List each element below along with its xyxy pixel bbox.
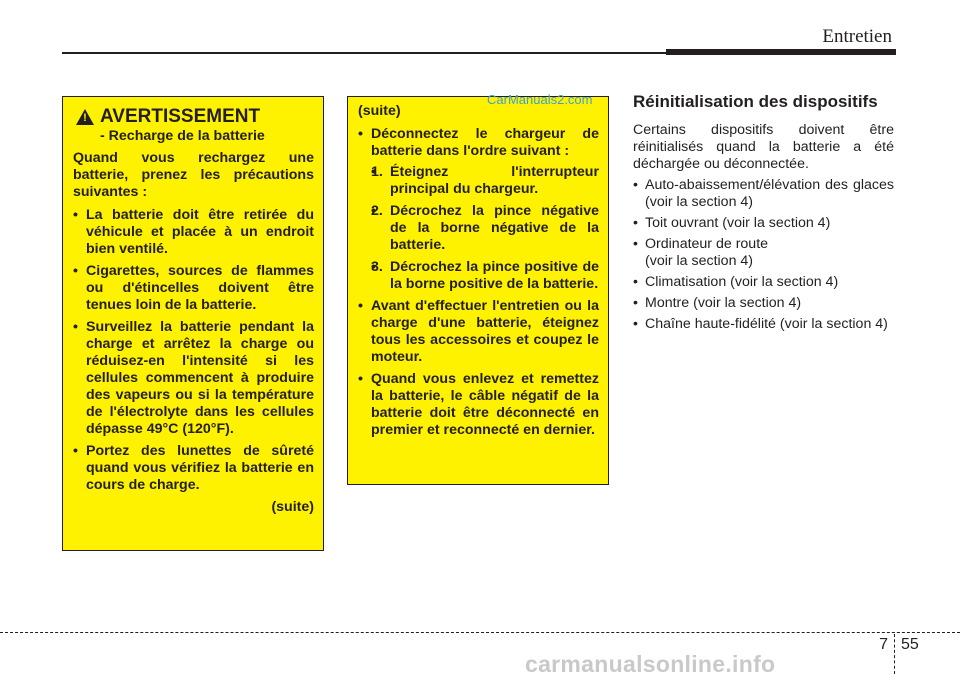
disconnect-steps: [371, 164, 599, 293]
warning-intro: Quand vous rechargez une batterie, prenez les précautions suivantes :: [73, 150, 314, 200]
step-number: • 3.: [371, 259, 383, 275]
reset-item: • Chaîne haute-fidélité (voir la section 4): [633, 316, 894, 333]
continued-bullet: • Quand vous enlevez et remettez la batterie, le câble négatif de la batterie doit être déconnecté en premier et reconnecté en dernier.: [358, 371, 599, 439]
warning-heading: AVERTISSEMENT: [100, 106, 261, 127]
reset-section: [633, 92, 894, 337]
reset-item: [633, 236, 894, 270]
disconnect-step: [371, 164, 599, 198]
warning-triangle-icon: !: [76, 109, 94, 125]
warning-list: [73, 207, 314, 494]
watermark-link[interactable]: CarManuals2.com: [487, 92, 593, 107]
continued-bullet-text: Déconnectez le chargeur de batterie dans l'ordre suivant :: [371, 126, 599, 159]
continued-heading: (suite): [358, 103, 401, 119]
footer-rule: [0, 632, 960, 633]
warning-bullet: • Cigarettes, sources de flammes ou d'étincelles doivent être tenues loin de la batterie.: [73, 263, 314, 314]
header-rule: [62, 52, 666, 54]
continued-warning-box: [347, 96, 609, 485]
reset-item: • Auto-abaissement/élévation des glaces (voir la section 4): [633, 177, 894, 211]
reset-item: • Montre (voir la section 4): [633, 295, 894, 312]
reset-list: [633, 177, 894, 333]
reset-section-title: Réinitialisation des dispositifs: [633, 92, 878, 111]
reset-item-text: (voir la section 4): [645, 253, 754, 269]
warning-box: [62, 96, 324, 551]
step-text: Décrochez la pince négative de la borne négative de la batterie.: [390, 203, 599, 253]
warning-subheading: - Recharge de la batterie: [100, 128, 265, 144]
header-bar: [666, 49, 896, 55]
continued-list: [358, 126, 599, 439]
warning-bullet: • Portez des lunettes de sûreté quand vous vérifiez la batterie en cours de charge.: [73, 443, 314, 494]
step-text: Décrochez la pince positive de la borne positive de la batterie.: [390, 259, 599, 292]
disconnect-step: [371, 259, 599, 293]
warning-bullet: • Surveillez la batterie pendant la charge et arrêtez la charge ou réduisez-en l'intensité si les cellules commencent à produire des vapeurs ou si la température de l'électrolyte dans les cellules dépasse 49°C (120°F).: [73, 319, 314, 438]
disconnect-step: [371, 203, 599, 254]
footer-separator: [894, 634, 895, 674]
reset-item-text: Ordinateur de route: [645, 236, 769, 252]
reset-section-intro: Certains dispositifs doivent être réinitialisés quand la batterie a été déchargée ou déconnectée.: [633, 122, 894, 172]
footer-watermark[interactable]: carmanualsonline.info: [525, 651, 776, 677]
continued-marker: (suite): [271, 499, 314, 515]
warning-heading-row: [73, 107, 314, 127]
page-number: 55: [901, 636, 919, 653]
step-number: • 2.: [371, 203, 383, 219]
continued-bullet: • Avant d'effectuer l'entretien ou la charge d'une batterie, éteignez tous les accessoires et coupez le moteur.: [358, 298, 599, 366]
chapter-number: 7: [879, 636, 888, 653]
step-text: Éteignez l'interrupteur principal du chargeur.: [390, 164, 599, 197]
reset-item: • Climatisation (voir la section 4): [633, 274, 894, 291]
step-number: • 1.: [371, 164, 383, 180]
continued-bullet: [358, 126, 599, 293]
reset-item: • Toit ouvrant (voir la section 4): [633, 215, 894, 232]
warning-bullet: • La batterie doit être retirée du véhicule et placée à un endroit bien ventilé.: [73, 207, 314, 258]
page-header-title: Entretien: [822, 26, 892, 47]
